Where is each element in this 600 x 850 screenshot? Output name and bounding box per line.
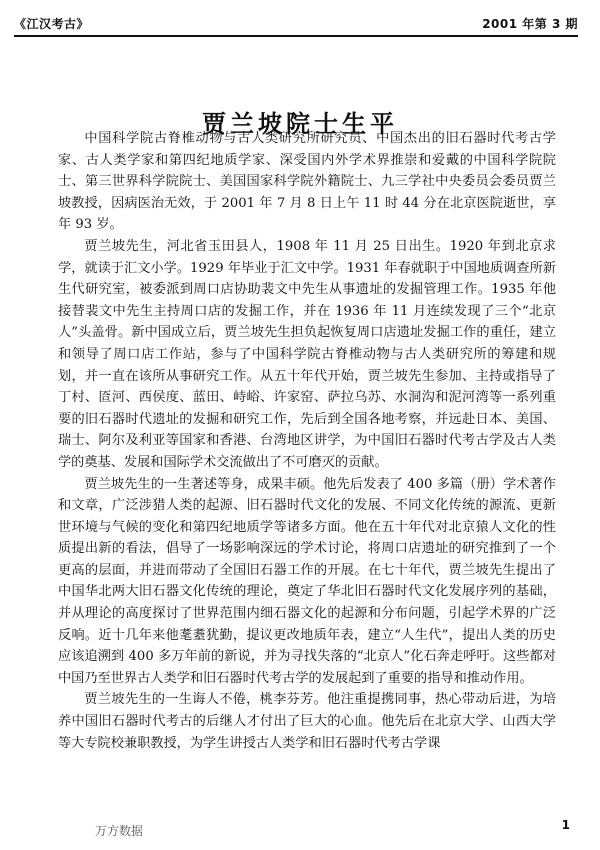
article-title: 贾兰坡院士生平	[202, 110, 398, 139]
paragraph-4: 贾兰坡先生的一生诲人不倦，桃李芬芳。他注重提携同事，热心带动后进，为培养中国旧石器时代考古的后继人才付出了巨大的心血。他先后在北京大学、山西大学等大专院校兼职教授，为学生讲授古人类学和旧石器时代考古学课	[58, 692, 556, 751]
issue-label: 2001 年第 3 期	[482, 17, 578, 31]
paragraph-1: 中国科学院古脊椎动物与古人类研究所研究员、中国杰出的旧石器时代考古学家、古人类学家和第四纪地质学家、深受国内外学术界推崇和爱戴的中国科学院院士、第三世界科学院院士、美国国家科学院外籍院士、九三学社中央委员会委员贾兰坡教授，因病医治无效，于 2001 年 7 月 8 日上午 11 时 44 分在北京医院逝世，享年 93 岁。	[58, 131, 556, 233]
paragraph-3: 贾兰坡先生的一生著述等身，成果丰硕。他先后发表了 400 多篇（册）学术著作和文章，广泛涉猎人类的起源、旧石器时代文化的发展、不同文化传统的源流、更新世环境与气候的变化和第四纪地质学等诸多方面。他在五十年代对北京猿人文化的性质提出新的看法，倡导了一场影响深远的学术讨论，将周口店遗址的研究推到了一个更高的层面，并进而带动了全国旧石器工作的开展。在七十年代，贾兰坡先生提出了中国华北两大旧石器文化传统的理论，奠定了华北旧石器时代文化发展序列的基础，并从理论的高度探讨了世界范围内细石器文化的起源和分布问题，引起学术界的广泛反响。近十几年来他耄耋犹勤，提议更改地质年表，建立“人生代”，提出人类的历史应该追溯到 400 多万年前的新说，并为寻找失落的“北京人”化石奔走呼吁。这些都对中国乃至世界古人类学和旧石器时代考古学的发展起到了重要的指导和推动作用。	[58, 476, 556, 686]
page-number: 1	[561, 818, 570, 832]
watermark-text: 万方数据	[95, 824, 144, 838]
article-body	[58, 128, 556, 754]
running-header	[14, 6, 578, 37]
journal-name: 《江汉考古》	[14, 17, 90, 31]
paragraph-2: 贾兰坡先生，河北省玉田县人，1908 年 11 月 25 日出生。1920 年到北京求学，就读于汇文小学。1929 年毕业于汇文中学。1931 年春就职于中国地质调查所新生代研究室，被委派到周口店协助裴文中先生从事遗址的发掘管理工作。1935 年他接替裴文中先生主持周口店的发掘工作，并在 1936 年 11 月连续发现了三个“北京人”头盖骨。新中国成立后，贾兰坡先生担负起恢复周口店遗址发掘工作的重任，建立和领导了周口店工作站，参与了中国科学院古脊椎动物与古人类研究所的筹建和规划，并一直在该所从事研究工作。从五十年代开始，贾兰坡先生参加、主持或指导了丁村、匼河、西侯度、蓝田、峙峪、许家窑、萨拉乌苏、水洞沟和泥河湾等一系列重要的旧石器时代遗址的发掘和研究工作，先后到全国各地考察，并远赴日本、美国、瑞士、阿尔及利亚等国家和香港、台湾地区讲学，为中国旧石器时代考古学及古人类学的奠基、发展和国际学术交流做出了不可磨灭的贡献。	[58, 238, 556, 470]
